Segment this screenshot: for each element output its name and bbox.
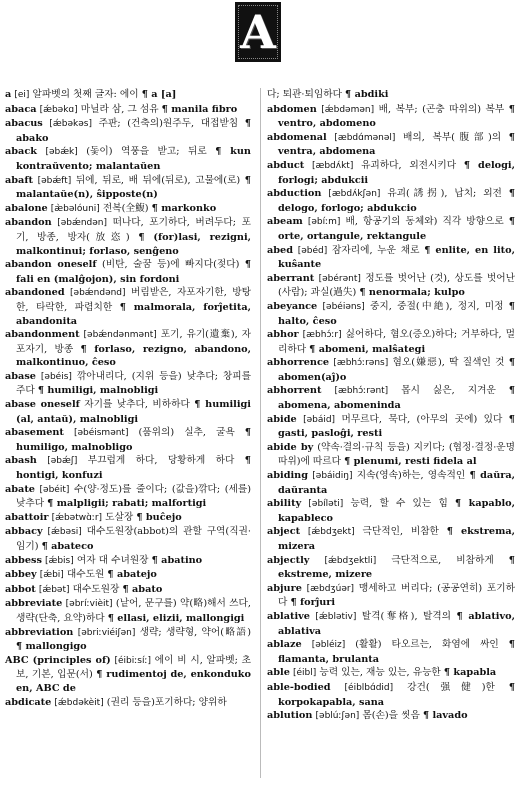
korean-definition: (품위의) 실추, 굴욕 [138, 427, 235, 439]
pronunciation: [ǽbdʒektli] [324, 555, 377, 566]
korean-definition: 극단적으로, 비참하게 [391, 554, 494, 566]
korean-definition: 주판; (건축의)원주두, 대접받침 [98, 118, 239, 130]
pronunciation: [əbéiəns] [322, 301, 365, 312]
pronunciation: [æ̀bəlóuni] [50, 203, 100, 214]
dictionary-entry [5, 286, 251, 328]
korean-definition: 대수도원장 [72, 583, 120, 595]
dictionary-entry [267, 272, 515, 300]
korean-definition: 수(양·정도)를 줄이다; (값을)깎다; (세를)낮추다 [16, 483, 251, 510]
pronunciation: [ǽbət] [38, 584, 70, 595]
korean-definition: (낱어, 문구를) 약(略)해서 쓰다, 생략(단축, 요약)하다 [16, 598, 251, 624]
headword: abasement [5, 427, 64, 439]
pronunciation: [əbǽʃ] [47, 456, 78, 467]
headword: abbot [5, 583, 36, 595]
headword: ablution [267, 710, 313, 722]
esperanto-translation: ¶ korpokapabla, sana [278, 681, 515, 708]
headword: abaca [5, 103, 37, 115]
headword: abdomen [267, 103, 317, 115]
dictionary-entry [5, 216, 251, 258]
dictionary-entry [5, 511, 251, 526]
pronunciation: [æbhɔ́ːrənt] [334, 386, 389, 397]
headword: abalone [5, 202, 48, 214]
esperanto-translation: ¶ nenormala; kulpo [359, 287, 465, 299]
headword: aberrant [267, 272, 315, 284]
dictionary-entry [267, 582, 515, 610]
esperanto-translation: ¶ abdiki [345, 89, 389, 100]
esperanto-translation: ¶ markonko [151, 202, 217, 214]
esperanto-translation: ¶ manila fibro [161, 103, 238, 115]
korean-definition: 뒤에, 뒤로, 배 뒤에(뒤로), 고물에(로) [75, 174, 241, 186]
logo-letter: A [240, 5, 276, 59]
left-column [5, 88, 251, 710]
headword: abandon oneself [5, 259, 97, 271]
korean-definition: 맹세하고 버리다; (공공연히) 포기하다 [278, 582, 515, 609]
esperanto-translation: ¶ delogo, forlogo; abdukcio [278, 188, 515, 214]
pronunciation: [əbíːm] [307, 217, 341, 228]
pronunciation: [æbdɑ́mənəl] [334, 132, 396, 143]
korean-definition: 능력, 할 수 있는 힘 [350, 498, 448, 510]
korean-definition: 탈격(奪格), 탈격의 [361, 610, 452, 622]
pronunciation: [əbéismənt] [73, 428, 129, 439]
dictionary-entry [267, 300, 515, 328]
headword: abandoned [5, 287, 65, 299]
headword: abdicate [5, 696, 52, 708]
korean-definition: 전복(全鰒) [102, 202, 149, 214]
headword: abash [5, 455, 37, 467]
headword: abduction [267, 188, 322, 200]
dictionary-entry [5, 597, 251, 625]
esperanto-translation: ¶ malantaŭe(n), ŝipposte(n) [16, 174, 251, 201]
dictionary-entry [267, 638, 515, 666]
dictionary-entry [5, 426, 251, 454]
esperanto-translation: ¶ ventro, abdomeno [278, 103, 515, 130]
pronunciation: [ǽblətiv] [315, 611, 357, 622]
pronunciation: [æbhɔ́ːr] [302, 330, 342, 341]
headword: ability [267, 498, 302, 510]
headword: abide [267, 413, 297, 425]
dictionary-entry [5, 370, 251, 398]
dictionary-entry [5, 696, 251, 711]
pronunciation: [ei] [14, 90, 30, 100]
esperanto-translation: ¶ buĉejo [136, 511, 182, 523]
headword: abbreviate [5, 598, 63, 610]
pronunciation: [ǽbi] [39, 570, 64, 581]
korean-definition: 유괴(誘拐), 납치; 외전 [387, 188, 502, 200]
korean-definition: 버림받은, 자포자기한, 방탕한, 타락한, 파렴치한 [16, 287, 251, 313]
pronunciation: [æbdʌ́kʃən] [328, 189, 381, 200]
headword: abed [267, 244, 293, 256]
dictionary-entry [5, 568, 251, 583]
korean-definition: 대수도원 [66, 569, 105, 581]
dictionary-entry [5, 258, 251, 286]
headword: ABC (principles of) [5, 654, 111, 666]
dictionary-entry [5, 554, 251, 569]
dictionary-entry [5, 174, 251, 202]
dictionary-entry [5, 654, 251, 696]
korean-definition: 배, 항공기의 동체와) 직각 방향으로 [345, 216, 504, 228]
korean-definition: 부끄럽게 하다, 당황하게 하다 [87, 455, 235, 467]
korean-definition: 몹시 싫은, 지겨운 [401, 385, 496, 397]
pronunciation: [ǽbətwɑ̀ːr] [51, 512, 103, 523]
headword: abjectly [267, 554, 310, 566]
headword: ablaze [267, 639, 302, 651]
pronunciation: [æbdʒúər] [306, 583, 355, 594]
headword: abacus [5, 118, 43, 130]
esperanto-translation: ¶ abomena, abomeninda [278, 385, 515, 412]
dictionary-entry [5, 483, 251, 511]
dictionary-entry [5, 103, 251, 118]
headword: a [5, 89, 12, 100]
korean-definition: (약속·결의·규칙 등을) 지키다; (협정·결정·운명 따위)에 따르다 [278, 441, 515, 468]
esperanto-translation: ¶ abomen(aĵ)o [278, 357, 515, 383]
headword: abduct [267, 159, 305, 171]
esperanto-translation: ¶ halto, ĉeso [278, 300, 515, 327]
korean-definition: 유괴하다, 외전시키다 [361, 159, 457, 171]
pronunciation: [ǽbdəmən] [321, 104, 375, 115]
korean-definition: 다; 퇴관·퇴임하다 [267, 89, 342, 100]
korean-definition: 혐오(嫌惡), 딱 질색인 것 [392, 357, 505, 369]
dictionary-entry [5, 117, 251, 145]
pronunciation: [əbǽk] [45, 147, 78, 158]
korean-definition: 능력 있는, 재능 있는, 유능한 [319, 667, 441, 679]
dictionary-entry [267, 328, 515, 356]
korean-definition: 머무르다, 묵다, (아무의 곳에) 있다 [341, 413, 503, 425]
korean-definition: 대수도원장(abbot)의 관할 구역(직권·임기) [16, 526, 251, 552]
headword: abase [5, 370, 36, 382]
dictionary-entry [267, 525, 515, 553]
korean-definition: 몸(손)을 씻음 [362, 710, 420, 722]
headword: able [267, 667, 290, 679]
headword: abandonment [5, 329, 80, 341]
esperanto-translation: ¶ abato [122, 583, 163, 595]
dictionary-entry [5, 583, 251, 598]
esperanto-translation: ¶ humiligi (al, antaŭ), malnobligi [16, 399, 251, 425]
headword: abhorrent [267, 385, 322, 397]
esperanto-translation: ¶ malpligii; rabati; malfortigi [47, 498, 207, 510]
esperanto-translation: ¶ abomeni, malŝategi [309, 343, 426, 355]
pronunciation: [éiblbɑ́did] [344, 682, 394, 693]
headword: abhorrence [267, 357, 330, 369]
esperanto-translation: ¶ kapablo, kapableco [278, 498, 515, 524]
dictionary-entry [5, 202, 251, 217]
pronunciation: [əbáidiŋ] [312, 471, 353, 482]
esperanto-translation: ¶ delogi, forlogi; abdukcii [278, 159, 515, 186]
esperanto-translation: ¶ kun kontraŭvento; malantaŭen [16, 146, 251, 172]
pronunciation: [æbhɔ́ːrəns] [333, 358, 389, 369]
esperanto-translation: ¶ abako [16, 118, 251, 144]
korean-definition: 깎아내리다, (지위 등을) 낮추다; 창피를 주다 [16, 370, 251, 397]
korean-definition: 배, 복부; (곤충 따위의) 복부 [378, 103, 505, 115]
esperanto-translation: ¶ gasti, pasloĝi, resti [278, 413, 515, 440]
esperanto-translation: ¶ abateco [41, 541, 94, 552]
esperanto-translation: ¶ abatejo [107, 569, 157, 581]
right-column [267, 88, 515, 724]
esperanto-translation: ¶ ekstreme, mizere [278, 554, 515, 581]
esperanto-translation: ¶ humiligo, malnobligo [16, 427, 251, 453]
dictionary-entry [267, 610, 515, 638]
korean-definition: 떠나다, 포기하다, 버려두다; 포기, 방종, 방자(放恣) [16, 217, 251, 243]
esperanto-translation: ¶ malmorala, forĵetita, abandonita [16, 301, 251, 327]
letter-a-logo [235, 2, 281, 62]
headword: abase oneself [5, 399, 80, 411]
pronunciation: [ǽbdʒekt] [307, 527, 355, 538]
esperanto-translation: ¶ (for)lasi, rezigni, malkontinui; forlaso, senĝeno [16, 231, 252, 257]
esperanto-translation: ¶ forlaso, rezigno, abandono, malkontinuo, ĉeso [16, 343, 251, 369]
korean-definition: 극단적인, 비참한 [362, 526, 439, 538]
headword: abbey [5, 569, 37, 581]
pronunciation: [æbdʌ́kt] [311, 160, 354, 171]
pronunciation: [ǽbdəkèit] [54, 697, 104, 708]
dictionary-entry [267, 103, 515, 131]
headword: abandon [5, 217, 52, 229]
pronunciation: [əbǽndən] [57, 218, 107, 229]
pronunciation: [ǽbəkəs] [49, 119, 92, 130]
esperanto-translation: ¶ enlite, en lito, kuŝante [278, 244, 515, 271]
dictionary-entry [267, 441, 515, 469]
esperanto-translation: ¶ daŭra, daŭranta [278, 470, 515, 496]
korean-definition: (돛이) 역풍을 받고; 뒤로 [86, 146, 207, 158]
esperanto-translation: ¶ flamanta, brulanta [278, 639, 515, 665]
pronunciation: [əbǽndənd] [70, 288, 126, 299]
pronunciation: [ǽbis] [45, 555, 74, 566]
dictionary-entry [5, 626, 251, 654]
korean-definition: 알파벳의 첫째 글자: 에이 [32, 89, 139, 100]
dictionary-entry [267, 244, 515, 272]
esperanto-translation: ¶ ventra, abdomena [278, 131, 515, 158]
pronunciation: [éibl] [293, 668, 317, 679]
esperanto-translation: ¶ fali en (malĝojon), sin fordoni [16, 259, 251, 285]
esperanto-translation: ¶ abatino [151, 554, 203, 566]
headword: abaft [5, 174, 33, 186]
korean-definition: 배의, 복부(腹部)의 [403, 131, 502, 143]
headword: abeyance [267, 300, 318, 312]
dictionary-entry [267, 469, 515, 497]
dictionary-entry [5, 398, 251, 426]
pronunciation: [əbáid] [303, 414, 336, 425]
headword: abbess [5, 554, 42, 566]
dictionary-entry [5, 525, 251, 553]
headword: abjure [267, 582, 302, 594]
korean-definition: 에이 비 시, 알파벳; 초보, 기본, 입문(서) [16, 654, 251, 681]
korean-definition: 도살장 [105, 511, 134, 523]
esperanto-translation: ¶ mallongigo [16, 641, 87, 653]
dictionary-entry [267, 131, 515, 159]
korean-definition: 정도를 벗어난 (것), 상도를 벗어난 (사람); 과실(過失) [278, 272, 515, 299]
headword: abide by [267, 441, 314, 453]
pronunciation: [əbǽndənmənt] [83, 330, 157, 341]
korean-definition: 지속(영속)하는, 영속적인 [356, 470, 466, 482]
dictionary-entry [5, 88, 251, 103]
headword: able-bodied [267, 681, 331, 693]
dictionary-entry [267, 554, 515, 582]
esperanto-translation: ¶ kapabla [443, 667, 497, 679]
dictionary-entry [267, 88, 515, 103]
korean-definition: 싫어하다, 혐오(증오)하다; 거부하다, 멀리하다 [278, 329, 515, 355]
esperanto-translation: ¶ orte, ortangule, rektangule [278, 216, 515, 242]
dictionary-entry [267, 413, 515, 441]
pronunciation: [əbérənt] [318, 273, 361, 284]
korean-definition: 자기를 낮추다, 비하하다 [84, 399, 190, 411]
pronunciation: [ǽbəsi] [47, 527, 82, 538]
pronunciation: [əbéis] [40, 371, 72, 382]
korean-definition: (활활) 타오르는, 화염에 싸인 [355, 639, 499, 651]
esperanto-translation: ¶ ekstrema, mizera [278, 526, 515, 552]
headword: abdomenal [267, 131, 327, 143]
dictionary-entry [5, 145, 251, 173]
korean-definition: 여자 대 수녀원장 [76, 554, 149, 566]
headword: aback [5, 146, 37, 158]
pronunciation: [əbléiz] [311, 640, 346, 651]
pronunciation: [əblúːʃən] [315, 711, 360, 722]
dictionary-entry [267, 384, 515, 412]
dictionary-entry [5, 454, 251, 482]
headword: abhor [267, 329, 299, 341]
korean-definition: 생략; 생략형, 약어(略語) [139, 626, 251, 638]
esperanto-translation: ¶ ellasi, elizii, mallongigi [107, 612, 245, 624]
pronunciation: [əbíləti] [308, 499, 344, 510]
dictionary-entry [267, 709, 515, 724]
dictionary-entry [5, 328, 251, 370]
esperanto-translation: ¶ hontigi, konfuzi [16, 455, 251, 482]
pronunciation: [əbéd] [297, 245, 328, 256]
headword: abbacy [5, 526, 43, 538]
esperanto-translation: ¶ lavado [422, 710, 468, 722]
headword: abattoir [5, 511, 49, 523]
korean-definition: 마닐라 삼, 그 섬유 [80, 103, 159, 115]
esperanto-translation: ¶ humiligi, malnobligi [37, 385, 159, 397]
dictionary-entry [267, 497, 515, 525]
headword: abiding [267, 470, 309, 482]
esperanto-translation: ¶ forĵuri [290, 597, 336, 609]
pronunciation: [ǽbəkɑ] [39, 104, 78, 115]
dictionary-entry [267, 666, 515, 681]
pronunciation: [əbriːviéiʃən] [77, 627, 136, 638]
korean-definition: 포기, 유기(遺棄), 자포자기, 방종 [16, 329, 251, 355]
headword: ablative [267, 610, 310, 622]
pronunciation: [éibiːsíː] [114, 655, 152, 666]
korean-definition: (비탄, 술꿈 등)에 빠지다(젖다) [101, 259, 240, 271]
headword: abeam [267, 216, 303, 228]
korean-definition: (권리 등을)포기하다; 양위하 [106, 696, 227, 708]
pronunciation: [əbǽft] [37, 175, 72, 186]
korean-definition: 중지, 중절(中絶), 정지, 미정 [370, 300, 504, 312]
korean-definition: 잠자리에, 누운 채로 [332, 244, 420, 256]
korean-definition: 강건(强健)한 [407, 681, 495, 693]
headword: abject [267, 526, 301, 538]
pronunciation: [əbríːvièit] [65, 599, 113, 610]
dictionary-entry [267, 187, 515, 215]
dictionary-entry [267, 356, 515, 384]
esperanto-translation: ¶ plenumi, resti fidela al [344, 456, 477, 468]
dictionary-entry [267, 215, 515, 243]
esperanto-translation: ¶ a [a] [141, 89, 177, 100]
dictionary-entry [267, 681, 515, 709]
headword: abbreviation [5, 626, 74, 638]
headword: abate [5, 483, 35, 495]
column-divider [260, 88, 261, 778]
pronunciation: [əbéit] [39, 484, 70, 495]
dictionary-entry [267, 159, 515, 187]
esperanto-translation: ¶ rudimentoj de, enkonduko en, ABC de [16, 669, 251, 694]
esperanto-translation: ¶ ablativo, ablativa [278, 610, 515, 637]
